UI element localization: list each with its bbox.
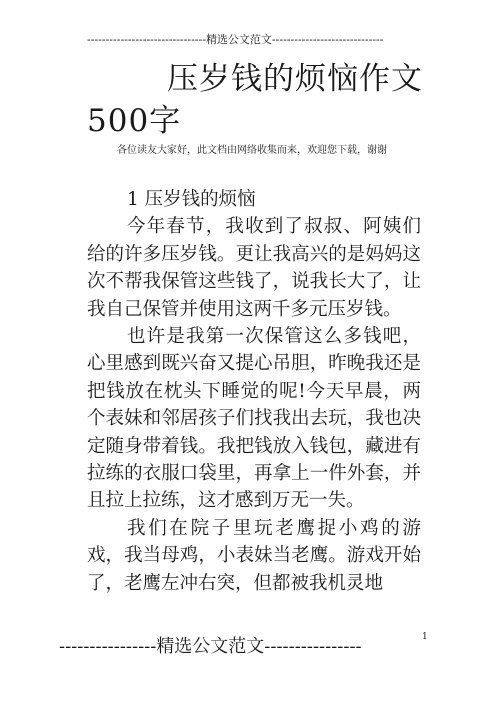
page-footer: ----------------精选公文范文---------------- xyxy=(59,636,362,657)
section-heading: 1 压岁钱的烦恼 xyxy=(127,189,256,210)
document-title: 压岁钱的烦恼作文500字 xyxy=(87,61,423,139)
page-header: --------------------------------精选公文范文------------------------------ xyxy=(87,33,384,46)
paragraph: 今年春节，我收到了叔叔、阿姨们给的许多压岁钱。更让我高兴的是妈妈这次不帮我保管这些钱了，说我长大了，让我自己保管并使用这两千多元压岁钱。 xyxy=(87,216,421,320)
greeting-note: 各位读友大家好，此文档由网络收集而来，欢迎您下载，谢谢 xyxy=(117,145,387,156)
page-number: 1 xyxy=(422,632,428,642)
document-body xyxy=(87,186,421,597)
paragraph: 也许是我第一次保管这么多钱吧，心里感到既兴奋又提心吊胆，昨晚我还是把钱放在枕头下睡觉的呢!今天早晨，两个表妹和邻居孩子们找我出去玩，我也决定随身带着钱。我把钱放入钱包，藏进有拉练的衣服口袋里，再拿上一件外套，并且拉上拉练，这才感到万无一失。 xyxy=(87,326,421,512)
paragraph: 我们在院子里玩老鹰捉小鸡的游戏，我当母鸡，小表妹当老鹰。游戏开始了，老鹰左冲右突，但都被我机灵地 xyxy=(87,517,421,594)
